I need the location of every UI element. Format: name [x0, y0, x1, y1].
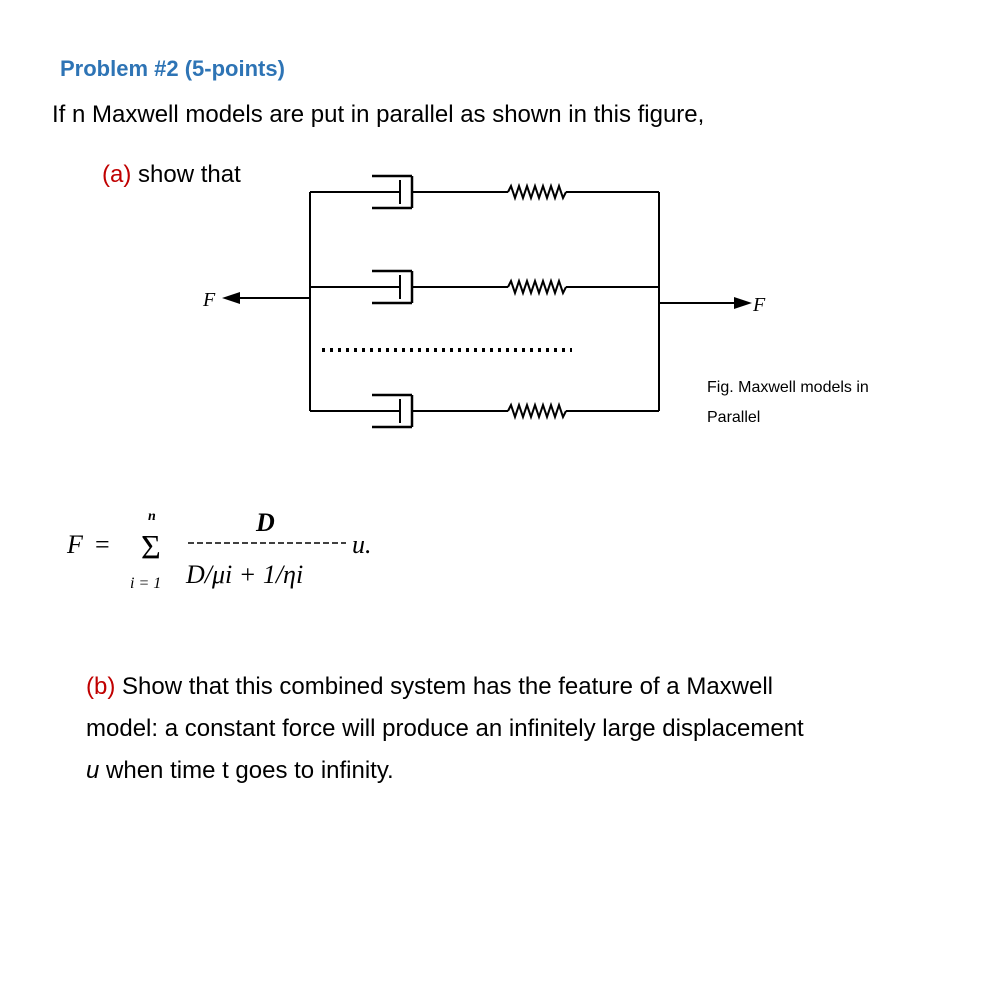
fraction-denominator: D/μi + 1/ηi: [186, 560, 304, 589]
left-arrowhead: [222, 292, 240, 304]
figure-caption: [707, 373, 947, 433]
problem-intro: If n Maxwell models are put in parallel as shown in this figure,: [52, 101, 705, 128]
part-a-text: show that: [138, 161, 241, 188]
sum-upper-limit: n: [148, 509, 156, 524]
part-b-line-1-text: Show that this combined system has the feature of a Maxwell: [122, 673, 774, 700]
sum-symbol: Σ: [141, 529, 161, 566]
caption-line-2: Parallel: [707, 409, 761, 426]
force-right-label: F: [753, 294, 766, 316]
part-b-variable-u: u: [86, 757, 100, 784]
part-b: [86, 666, 912, 792]
maxwell-branch-2: [310, 271, 659, 303]
problem-title: Problem #2 (5-points): [60, 56, 285, 81]
caption-line-1: Fig. Maxwell models in: [707, 379, 869, 396]
right-arrowhead: [734, 297, 752, 309]
maxwell-branch-1: [310, 176, 659, 208]
part-b-line-1: [86, 666, 912, 708]
force-left-label: F: [203, 289, 216, 311]
equation: [66, 508, 372, 592]
part-b-line-2: model: a constant force will produce an infinitely large displacement: [86, 715, 804, 742]
part-b-line-3-text: when time t goes to infinity.: [106, 757, 394, 784]
part-b-label: (b): [86, 673, 116, 700]
part-b-line-3: [86, 750, 912, 792]
equation-equals: =: [95, 530, 110, 559]
maxwell-branch-n: [310, 395, 659, 427]
equation-lhs: F: [67, 530, 83, 559]
fraction-numerator: D: [256, 508, 275, 537]
equation-trailing: u.: [352, 530, 372, 559]
sum-lower-limit: i = 1: [130, 575, 162, 592]
part-a-label: (a): [102, 161, 132, 188]
